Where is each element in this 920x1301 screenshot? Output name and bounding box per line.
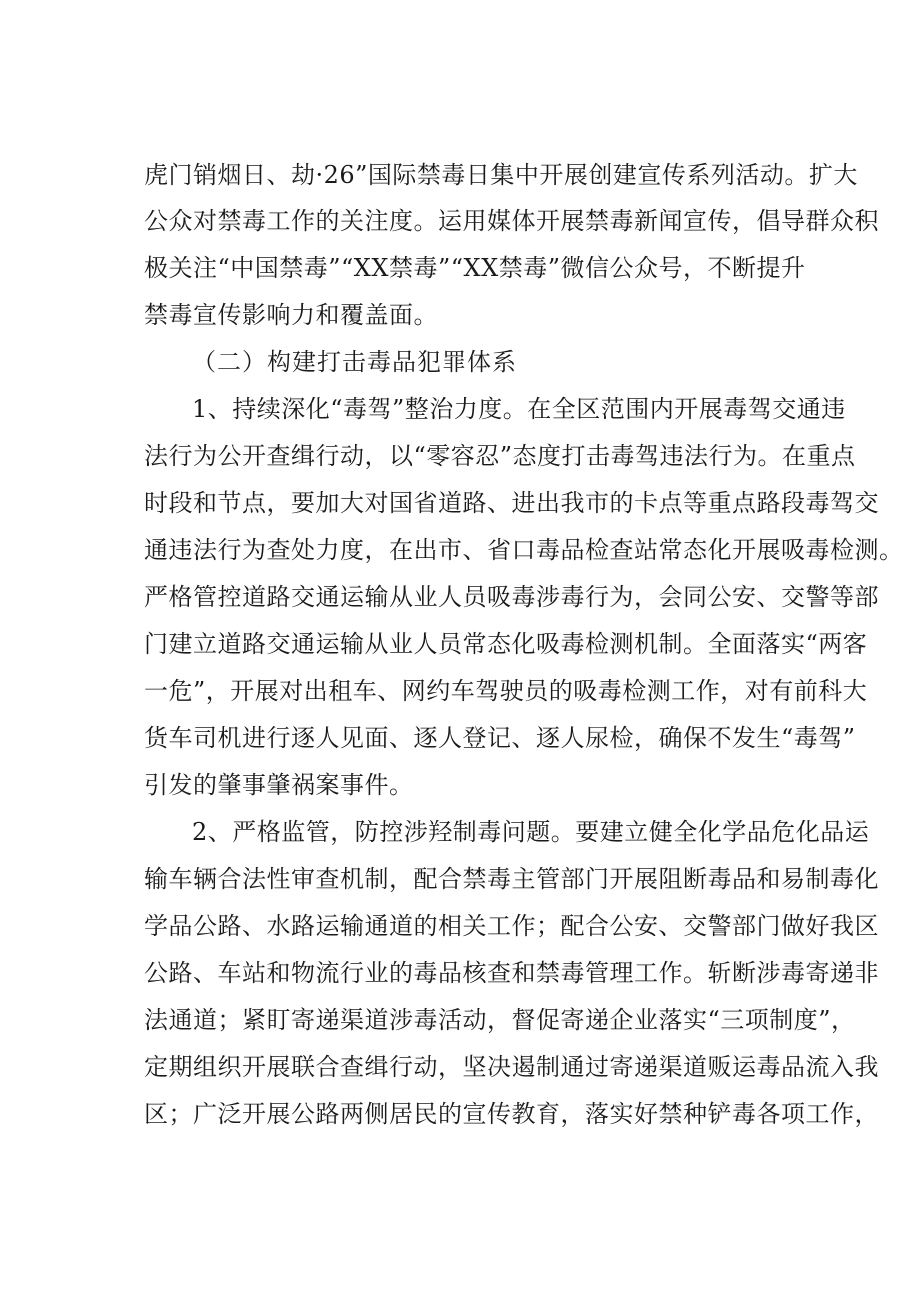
paragraph-1-line-1: 虎门销烟日、劫·26”国际禁毒日集中开展创建宣传系列活动。扩大 <box>144 161 858 189</box>
paragraph-2-line-8: 货车司机进行逐人见面、逐人登记、逐人尿检，确保不发生“毒驾” <box>144 724 856 752</box>
paragraph-2-line-7: 一危”，开展对出租车、网约车驾驶员的吸毒检测工作，对有前科大 <box>144 677 868 705</box>
paragraph-2-line-6: 门建立道路交通运输从业人员常态化吸毒检测机制。全面落实“两客 <box>144 630 868 658</box>
paragraph-3-line-2: 输车辆合法性审查机制，配合禁毒主管部门开展阻断毒品和易制毒化 <box>144 865 879 893</box>
paragraph-2-line-2: 法行为公开查缉行动，以“零容忍”态度打击毒驾违法行为。在重点 <box>144 442 856 470</box>
paragraph-1-line-3: 极关注“中国禁毒”“XX禁毒”“XX禁毒”微信公众号，不断提升 <box>144 254 806 282</box>
paragraph-3-line-5: 法通道；紧盯寄递渠道涉毒活动，督促寄递企业落实“三项制度”， <box>144 1006 856 1034</box>
paragraph-3-line-4: 公路、车站和物流行业的毒品核查和禁毒管理工作。斩断涉毒寄递非 <box>144 959 879 987</box>
paragraph-3-line-1: 2、严格监管，防控涉羟制毒问题。要建立健全化学品危化品运 <box>192 818 870 846</box>
paragraph-2-line-3: 时段和节点，要加大对国省道路、进出我市的卡点等重点路段毒驾交 <box>144 489 879 517</box>
paragraph-3-line-7: 区；广泛开展公路两侧居民的宣传教育，落实好禁种铲毒各项工作， <box>144 1100 879 1128</box>
paragraph-1-line-4: 禁毒宣传影响力和覆盖面。 <box>144 301 438 329</box>
paragraph-3-line-6: 定期组织开展联合查缉行动，坚决遏制通过寄递渠道贩运毒品流入我 <box>144 1053 879 1081</box>
paragraph-2-line-1: 1、持续深化“毒驾”整治力度。在全区范围内开展毒驾交通违 <box>192 395 846 423</box>
paragraph-3-line-3: 学品公路、水路运输通道的相关工作；配合公安、交警部门做好我区 <box>144 912 879 940</box>
section-heading: （二）构建打击毒品犯罪体系 <box>192 348 517 376</box>
paragraph-2-line-5: 严格管控道路交通运输从业人员吸毒涉毒行为，会同公安、交警等部 <box>144 583 879 611</box>
paragraph-2-line-9: 引发的肇事肇祸案事件。 <box>144 771 414 799</box>
paragraph-2-line-4: 通违法行为查处力度，在出市、省口毒品检查站常态化开展吸毒检测。 <box>144 536 904 564</box>
paragraph-1-line-2: 公众对禁毒工作的关注度。运用媒体开展禁毒新闻宣传，倡导群众积 <box>144 207 879 235</box>
